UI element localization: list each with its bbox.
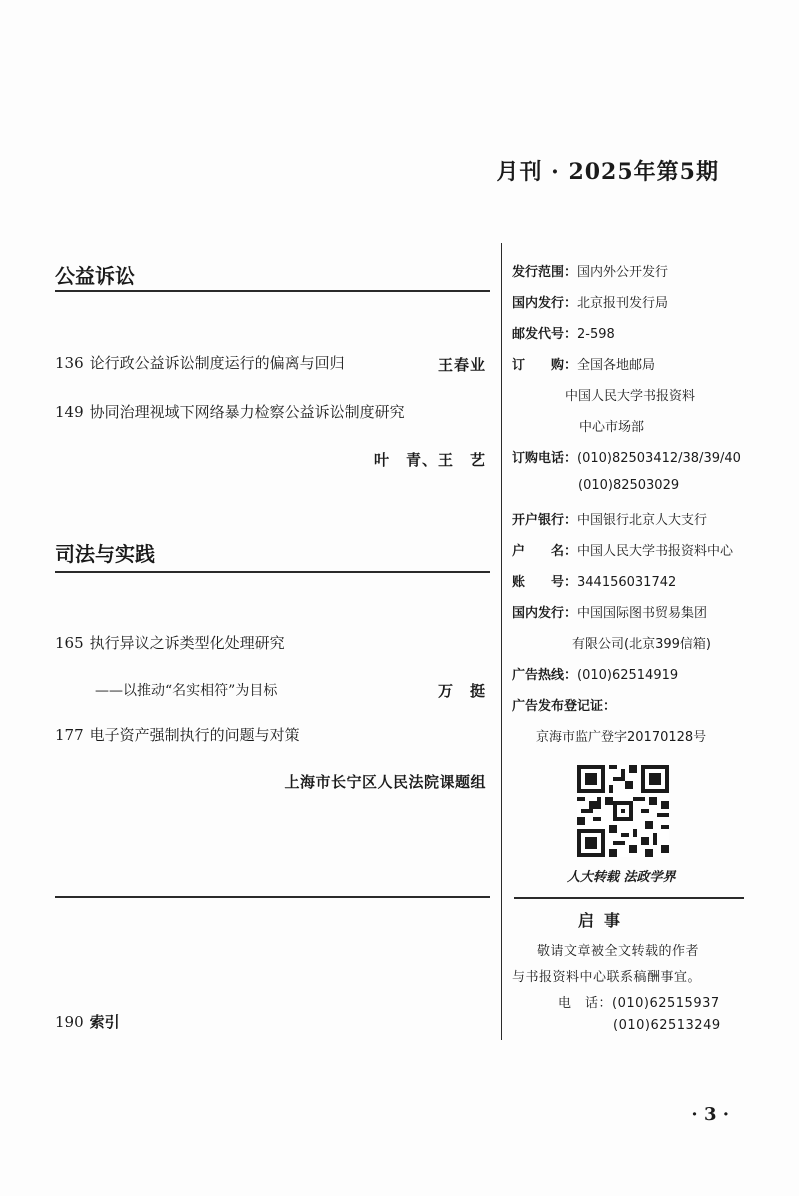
section-divider [55, 290, 490, 292]
info-intl: 国内发行：中国国际图书贸易集团 [512, 606, 708, 621]
info-ad-registration-label: 广告发布登记证： [512, 699, 617, 714]
info-scope: 发行范围：国内外公开发行 [512, 265, 669, 280]
entry-page: 136 [55, 354, 84, 372]
entry-title: 协同治理视域下网络暴力检察公益诉讼制度研究 [89, 403, 405, 421]
info-ad-hotline: 广告热线：(010)62514919 [512, 668, 679, 683]
entry-title: 电子资产强制执行的问题与对策 [89, 726, 300, 744]
section-divider [55, 896, 490, 898]
info-order-line3: 中心市场部 [579, 420, 645, 435]
toc-entry[interactable] [55, 724, 300, 745]
notice-title: 启事 [578, 911, 631, 930]
info-bank: 开户银行：中国银行北京人大支行 [512, 513, 708, 528]
qr-caption: 人大转载 法政学界 [567, 870, 676, 885]
entry-title: 论行政公益诉讼制度运行的偏离与回归 [89, 354, 345, 372]
qr-code[interactable] [577, 765, 669, 857]
entry-page: 190 [55, 1013, 84, 1031]
entry-author: 叶 青、王 艺 [373, 451, 486, 469]
section-divider [55, 571, 490, 573]
entry-title: 执行异议之诉类型化处理研究 [89, 634, 285, 652]
section-title-judicial-practice: 司法与实践 [55, 542, 155, 566]
info-account-number: 账 号：344156031742 [512, 575, 677, 590]
page-number: · 3 · [691, 1104, 729, 1125]
notice-phone-line2: (010)62513249 [613, 1018, 721, 1033]
notice-line: 敬请文章被全文转载的作者 [537, 944, 700, 959]
info-order-line2: 中国人民大学书报资料 [565, 389, 696, 404]
info-order: 订 购：全国各地邮局 [512, 358, 656, 373]
notice-divider [514, 897, 744, 899]
entry-page: 149 [55, 403, 84, 421]
info-phone-line2: (010)82503029 [578, 478, 680, 493]
toc-entry[interactable] [55, 632, 285, 653]
notice-phone: 电 话：(010)62515937 [558, 996, 720, 1011]
info-phone: 订购电话：(010)82503412/38/39/40 [512, 451, 741, 466]
info-intl-line2: 有限公司(北京399信箱) [572, 637, 711, 652]
toc-entry[interactable] [55, 401, 405, 422]
entry-page: 177 [55, 726, 84, 744]
info-ad-registration: 京海市监广登字20170128号 [536, 730, 707, 745]
entry-title: 索引 [89, 1013, 120, 1031]
entry-author: 王春业 [437, 356, 486, 374]
column-divider [501, 243, 502, 1040]
info-postcode: 邮发代号：2-598 [512, 327, 615, 342]
section-title-public-interest: 公益诉讼 [55, 264, 135, 288]
notice-line: 与书报资料中心联系稿酬事宜。 [512, 970, 702, 985]
info-domestic: 国内发行：北京报刊发行局 [512, 296, 669, 311]
entry-author: 万 挺 [437, 682, 486, 700]
info-account-name: 户 名：中国人民大学书报资料中心 [512, 544, 734, 559]
entry-author: 上海市长宁区人民法院课题组 [284, 773, 486, 791]
toc-entry[interactable] [55, 352, 345, 373]
toc-entry-index[interactable] [55, 1011, 120, 1032]
entry-page: 165 [55, 634, 84, 652]
issue-info: 月刊 · 2025年第5期 [496, 159, 719, 185]
entry-subtitle: ——以推动“名实相符”为目标 [95, 683, 278, 699]
